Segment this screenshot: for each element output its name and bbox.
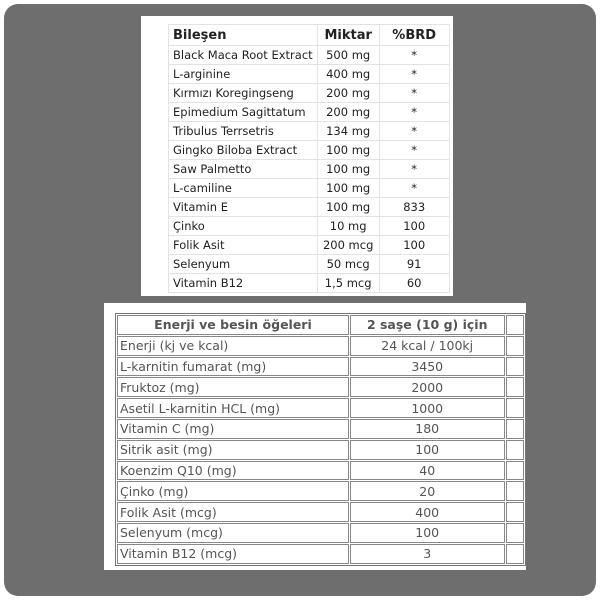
amount-cell: 100 mg xyxy=(317,179,379,198)
value-cell: 100 xyxy=(350,440,505,460)
ingredients-table xyxy=(168,24,450,293)
nutrient-cell: Enerji (kj ve kcal) xyxy=(117,336,349,356)
nutrient-cell: Vitamin B12 (mcg) xyxy=(117,544,349,564)
rda-cell: * xyxy=(379,103,449,122)
table-row xyxy=(117,377,524,397)
table-row xyxy=(169,236,450,255)
table-row xyxy=(169,179,450,198)
value-cell: 3450 xyxy=(350,357,505,377)
table-row xyxy=(117,523,524,543)
value-cell: 40 xyxy=(350,461,505,481)
nutrient-cell: L-karnitin fumarat (mg) xyxy=(117,357,349,377)
header-amount: Miktar xyxy=(317,25,379,46)
table-row xyxy=(169,65,450,84)
ingredient-cell: Vitamin B12 xyxy=(169,274,318,293)
amount-cell: 400 mg xyxy=(317,65,379,84)
table-row xyxy=(169,84,450,103)
nutrient-cell: Asetil L-karnitin HCL (mg) xyxy=(117,398,349,418)
rda-cell: 60 xyxy=(379,274,449,293)
table-row xyxy=(117,419,524,439)
clipped-cell xyxy=(506,481,525,501)
rda-cell: * xyxy=(379,46,449,65)
table-header-row xyxy=(117,315,524,335)
nutrient-cell: Çinko (mg) xyxy=(117,481,349,501)
ingredient-cell: L-camiline xyxy=(169,179,318,198)
rda-cell: * xyxy=(379,179,449,198)
header-rda: %BRD xyxy=(379,25,449,46)
amount-cell: 100 mg xyxy=(317,141,379,160)
header-clipped xyxy=(506,315,525,335)
clipped-cell xyxy=(506,336,525,356)
amount-cell: 1,5 mcg xyxy=(317,274,379,293)
clipped-cell xyxy=(506,544,525,564)
clipped-cell xyxy=(506,461,525,481)
value-cell: 400 xyxy=(350,502,505,522)
value-cell: 180 xyxy=(350,419,505,439)
nutrient-cell: Fruktoz (mg) xyxy=(117,377,349,397)
nutrient-cell: Koenzim Q10 (mg) xyxy=(117,461,349,481)
amount-cell: 200 mg xyxy=(317,103,379,122)
rda-cell: 91 xyxy=(379,255,449,274)
table-row xyxy=(117,398,524,418)
table-row xyxy=(169,103,450,122)
table-row xyxy=(117,336,524,356)
table-row xyxy=(117,481,524,501)
clipped-cell xyxy=(506,398,525,418)
header-ingredient: Bileşen xyxy=(169,25,318,46)
amount-cell: 10 mg xyxy=(317,217,379,236)
table-row xyxy=(117,544,524,564)
ingredient-cell: Selenyum xyxy=(169,255,318,274)
ingredient-cell: Saw Palmetto xyxy=(169,160,318,179)
ingredient-cell: Epimedium Sagittatum xyxy=(169,103,318,122)
table-row xyxy=(169,198,450,217)
clipped-cell xyxy=(506,523,525,543)
table-header-row xyxy=(169,25,450,46)
table-row xyxy=(169,46,450,65)
table-row xyxy=(169,217,450,236)
rda-cell: * xyxy=(379,141,449,160)
table-row xyxy=(117,440,524,460)
table-row xyxy=(169,274,450,293)
nutrition-image xyxy=(104,303,526,570)
amount-cell: 134 mg xyxy=(317,122,379,141)
table-row xyxy=(117,357,524,377)
table-row xyxy=(117,461,524,481)
rda-cell: * xyxy=(379,65,449,84)
amount-cell: 100 mg xyxy=(317,160,379,179)
ingredient-cell: Black Maca Root Extract xyxy=(169,46,318,65)
value-cell: 20 xyxy=(350,481,505,501)
table-row xyxy=(169,141,450,160)
ingredient-cell: L-arginine xyxy=(169,65,318,84)
clipped-cell xyxy=(506,357,525,377)
nutrient-cell: Sitrik asit (mg) xyxy=(117,440,349,460)
nutrition-table xyxy=(115,313,526,566)
table-row xyxy=(169,255,450,274)
value-cell: 2000 xyxy=(350,377,505,397)
ingredient-cell: Çinko xyxy=(169,217,318,236)
ingredient-cell: Kırmızı Koregingseng xyxy=(169,84,318,103)
rda-cell: 100 xyxy=(379,217,449,236)
value-cell: 1000 xyxy=(350,398,505,418)
value-cell: 24 kcal / 100kj xyxy=(350,336,505,356)
amount-cell: 500 mg xyxy=(317,46,379,65)
rda-cell: 100 xyxy=(379,236,449,255)
header-nutrient: Enerji ve besin öğeleri xyxy=(117,315,349,335)
table-row xyxy=(117,502,524,522)
ingredients-image xyxy=(141,16,453,296)
amount-cell: 50 mcg xyxy=(317,255,379,274)
table-row xyxy=(169,122,450,141)
clipped-cell xyxy=(506,502,525,522)
header-per-serving: 2 saşe (10 g) için xyxy=(350,315,505,335)
value-cell: 3 xyxy=(350,544,505,564)
nutrient-cell: Selenyum (mcg) xyxy=(117,523,349,543)
ingredient-cell: Tribulus Terrsetris xyxy=(169,122,318,141)
amount-cell: 200 mg xyxy=(317,84,379,103)
ingredient-cell: Vitamin E xyxy=(169,198,318,217)
rda-cell: 833 xyxy=(379,198,449,217)
nutrient-cell: Vitamin C (mg) xyxy=(117,419,349,439)
clipped-cell xyxy=(506,419,525,439)
value-cell: 100 xyxy=(350,523,505,543)
rda-cell: * xyxy=(379,84,449,103)
rda-cell: * xyxy=(379,122,449,141)
ingredient-cell: Folik Asit xyxy=(169,236,318,255)
rda-cell: * xyxy=(379,160,449,179)
nutrient-cell: Folik Asit (mcg) xyxy=(117,502,349,522)
clipped-cell xyxy=(506,440,525,460)
amount-cell: 100 mg xyxy=(317,198,379,217)
amount-cell: 200 mcg xyxy=(317,236,379,255)
table-row xyxy=(169,160,450,179)
clipped-cell xyxy=(506,377,525,397)
ingredient-cell: Gingko Biloba Extract xyxy=(169,141,318,160)
